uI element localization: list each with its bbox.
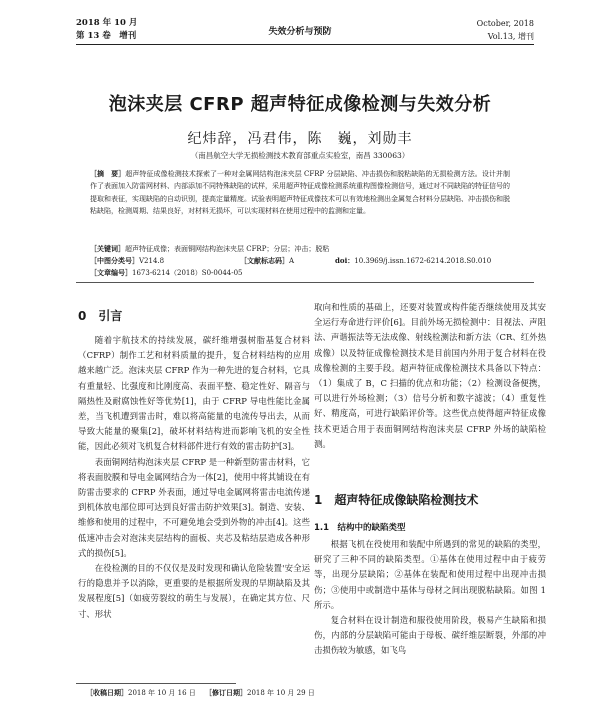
journal-date-issue-en	[477, 17, 534, 43]
clc-code: ［中图分类号］V214.8	[90, 256, 165, 265]
paper-authors: 纪炜辞，冯君伟，陈 巍，刘勋丰	[187, 131, 413, 147]
right-column	[314, 300, 546, 452]
body-paragraph: 复合材料在设计制造和服役使用阶段，极易产生缺陷和损伤，内部的分层缺陷可能由于母板、碳纤维层断裂，外部的冲击损伤较为敏感，如飞鸟	[314, 615, 546, 656]
doc-code: ［文献标志码］A	[240, 256, 295, 265]
body-paragraph: 在役检测的目的不仅仅是及时发现和确认危险装置'安全运行的隐患并予以消除，更重要的是根据所发现的早期缺陷及其发展程度[5]（如疲劳裂纹的萌生与发展），在确定其方位、尺寸、形状	[78, 563, 310, 619]
left-column	[78, 333, 310, 622]
article-number: ［文章编号］1673-6214（2018）S0-0044-05	[90, 268, 243, 277]
body-paragraph: 根据飞机在役使用和装配中所遇到的常见的缺陷的类型，研究了三种不同的缺陷类型。①基体在使用过程中由于疲劳等，出现分层缺陷；②基体在装配和使用过程中出现冲击损伤；③使用中或制造中基体与母材之间出现脱粘缺陷。如图 1 所示。	[314, 539, 546, 610]
abstract-text: 超声特征成像检测技术探索了一种对金属网结构泡沫夹层 CFRP 分层缺陷、冲击损伤和脱粘缺陷的无损检测方法。设计并制作了表面加入防雷网材料、内部添加不同特殊缺陷的试样，采用超声特征成像检测系统重构图像检测信号，通过对不同缺陷的特征信号的提取和表征，实现缺陷的自动识别，提高定量精度。试验表明超声特征成像技术可以有效地检测出金属复合材料分层缺陷、冲击损伤和脱粘缺陷，检测周期、结果良好，对材料无损坏，可以实现材料在使用过程中的监测和定量。	[90, 170, 510, 216]
header-volume-issue: 第 13 卷 增刊	[76, 31, 137, 41]
dates-footnote: ［收稿日期］2018 年 10 月 16 日 ［修订日期］2018 年 10 月 29 日	[86, 688, 315, 697]
doi: doi：10.3969/j.issn.1672-6214.2018.S0.010	[335, 256, 492, 265]
body-paragraph: 取向和性质的基础上，还要对装置或构件能否继续使用及其安全运行寿命进行评价[6]。目前外场无损检测中：目视法、声阻法、声谐振法等无法成像、射线检测法和新方法（CR、红外热成像）以及特征成像检测技术是目前国内外用于复合材料在役成像检测的主要手段。超声特征成像检测技术具备以下特点：（1）集成了 B，C 扫描的优点和功能；（2）检测设备便携，可以进行外场检测；（3）信号分析和数字滤波；（4）重复性好、精度高，可进行缺陷评价等。这些优点使得超声特征成像技术更适合用于表面铜网结构泡沫夹层 CFRP 外场的缺陷检测。	[314, 302, 546, 449]
footnote-rule	[76, 683, 236, 684]
keywords	[90, 243, 510, 256]
keywords-label: ［关键词］	[90, 244, 125, 253]
intro-heading: 0 引言	[78, 309, 123, 323]
body-paragraph: 表面铜网结构泡沫夹层 CFRP 是一种新型防雷击材料，它将表面胶膜和导电金属网结合为一体[2]，使用中将其铺设在有防雷击要求的 CFRP 外表面，通过导电金属网将雷击电流传递到机体放电部位即可达到良好雷击防护效果[3]。制造、安装、维修和使用的过程中，不可避免地会受到外物的冲击[4]。这些低速冲击会对泡沫夹层结构的面板、夹芯及粘结层造成各种形式的损伤[5]。	[78, 456, 310, 558]
paper-affiliation: （南昌航空大学无损检测技术教育部重点实验室，南昌 330063）	[190, 151, 410, 160]
header-month-en: October, 2018	[476, 19, 534, 28]
section-1-1-heading: 1.1 结构中的缺陷类型	[314, 523, 406, 533]
classification-line	[90, 255, 491, 268]
body-paragraph: 随着宇航技术的持续发展，碳纤维增强树脂基复合材料（CFRP）制作工艺和材料质量的提升，复合材料结构的应用越来越广泛。泡沫夹层 CFRP 作为一种先进的复合材料，它具有重量轻、比强度和比刚度高、表面平整、稳定性好、隔音与隔热性及耐腐蚀性好等优势[1]，由于 CFRP 导电性能比金属差，当飞机遭到雷击时，难以将高能量的电流传导出去，从而导致大能量的聚集[2]，破坏材料结构进而影响飞机的安全性能，因此必须对飞机复合材料部件进行有效的雷击防护[3]。	[78, 335, 310, 452]
header-vol-en: Vol.13, 增刊	[487, 32, 534, 41]
header-year-month: 2018 年 10 月	[76, 18, 138, 28]
meta-rule	[76, 282, 534, 283]
section-1-heading: 1 超声特征成像缺陷检测技术	[314, 493, 479, 507]
paper-title: 泡沫夹层 CFRP 超声特征成像检测与失效分析	[108, 94, 492, 115]
header-rule	[76, 44, 534, 45]
keywords-text: 超声特征成像；表面铜网结构泡沫夹层 CFRP；分层；冲击；脱粘	[125, 245, 330, 253]
right-column-section	[314, 537, 546, 659]
abstract-label: ［摘 要］	[90, 169, 126, 178]
abstract	[90, 168, 510, 218]
journal-section: 失效分析与预防	[268, 27, 332, 37]
